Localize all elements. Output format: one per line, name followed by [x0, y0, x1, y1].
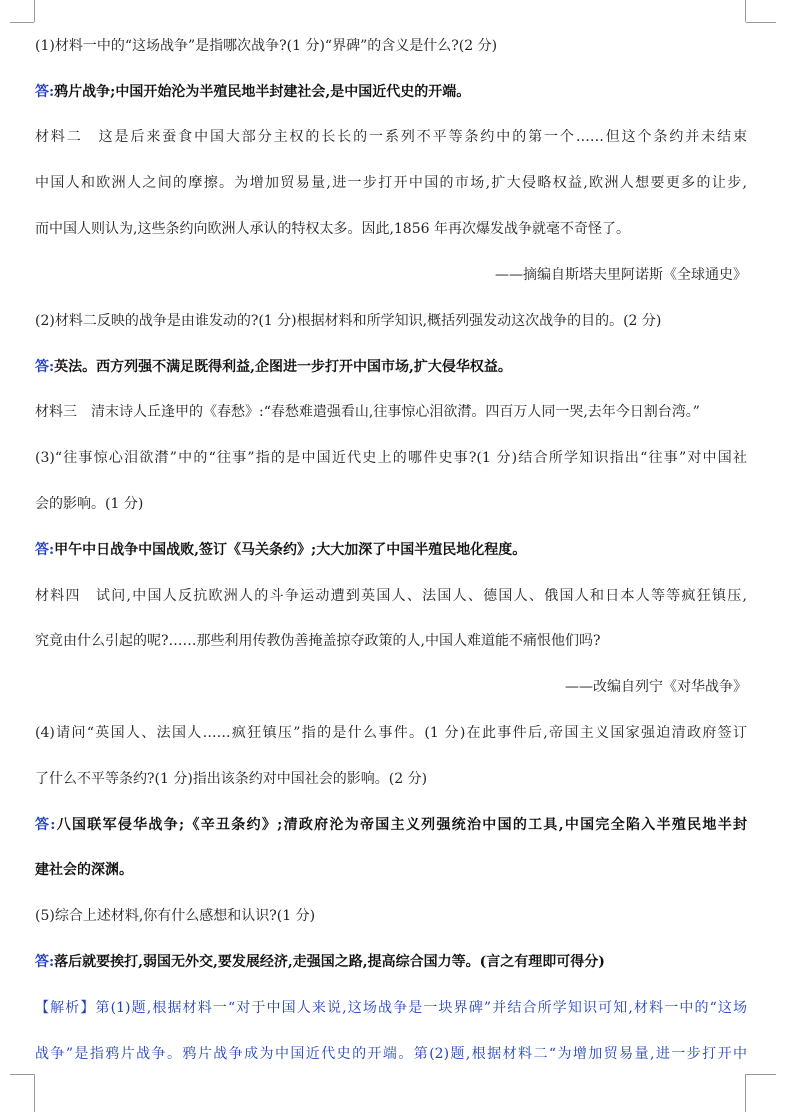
question-3-line-2: 会的影响。(1 分)	[35, 496, 144, 512]
crop-mark-bottom-right-h	[746, 1074, 776, 1075]
crop-mark-top-left	[34, 0, 35, 22]
crop-mark-top-right-h	[746, 22, 776, 23]
material-3: 材料三 清末诗人丘逢甲的《春愁》:“春愁难遣强看山,往事惊心泪欲潸。四百万人同一哭,去年今日割台湾。”	[35, 404, 700, 420]
material-4-line-1: 材料四 试问,中国人反抗欧洲人的斗争运动遭到英国人、法国人、德国人、俄国人和日本人等等疯狂镇压,	[35, 588, 747, 604]
question-2: (2)材料二反映的战争是由谁发动的?(1 分)根据材料和所学知识,概括列强发动这次战争的目的。(2 分)	[35, 313, 662, 329]
explanation-line-1	[35, 998, 747, 1018]
material-4-line-2: 究竟由什么引起的呢?……那些利用传教伪善掩盖掠夺政策的人,中国人难道能不痛恨他们吗?	[35, 633, 601, 649]
answer-1	[35, 82, 747, 102]
crop-mark-top-right	[745, 0, 746, 22]
explanation-label: 【解析】	[35, 1000, 96, 1016]
question-3-line-1: (3)“往事惊心泪欲潸”中的“往事”指的是中国近代史上的哪件史事?(1 分)结合所学知识指出“往事”对中国社	[35, 450, 747, 466]
answer-5	[35, 952, 747, 972]
material-2-line-3: 而中国人则认为,这些条约向欧洲人承认的特权太多。因此,1856 年再次爆发战争就毫不奇怪了。	[35, 221, 630, 237]
crop-mark-bottom-left-h	[10, 1074, 34, 1075]
answer-4-line-2: 建社会的深渊。	[35, 862, 133, 878]
answer-4-line-1	[35, 815, 747, 835]
explanation-text-1: 第(1)题,根据材料一“对于中国人来说,这场战争是一块界碑”并结合所学知识可知,材料一中的“这场	[95, 1000, 747, 1016]
material-2-source: ——摘编自斯塔夫里阿诺斯《全球通史》	[495, 267, 747, 283]
answer-5-text: 落后就要挨打,弱国无外交,要发展经济,走强国之路,提高综合国力等。(言之有理即可得分)	[54, 954, 605, 970]
answer-4-text: 八国联军侵华战争;《辛丑条约》;清政府沦为帝国主义列强统治中国的工具,中国完全陷入半殖民地半封	[55, 817, 747, 833]
answer-label: 答:	[35, 84, 55, 100]
answer-2	[35, 357, 747, 377]
crop-mark-top-left-h	[10, 22, 34, 23]
explanation-line-2: 战争”是指鸦片战争。鸦片战争成为中国近代史的开端。第(2)题,根据材料二“为增加贸易量,进一步打开中	[35, 1046, 747, 1062]
material-2-line-1: 材料二 这是后来蚕食中国大部分主权的长长的一系列不平等条约中的第一个……但这个条约并未结束	[35, 129, 747, 145]
answer-2-text: 英法。西方列强不满足既得利益,企图进一步打开中国市场,扩大侵华权益。	[54, 359, 512, 375]
material-4-source: ——改编自列宁《对华战争》	[565, 679, 747, 695]
material-2-line-2: 中国人和欧洲人之间的摩擦。为增加贸易量,进一步打开中国的市场,扩大侵略权益,欧洲人想要更多的让步,	[35, 175, 747, 191]
crop-mark-bottom-left	[34, 1074, 35, 1112]
question-1: (1)材料一中的“这场战争”是指哪次战争?(1 分)“界碑”的含义是什么?(2 分)	[35, 38, 498, 54]
question-4-line-2: 了什么不平等条约?(1 分)指出该条约对中国社会的影响。(2 分)	[35, 771, 428, 787]
answer-label: 答:	[35, 359, 55, 375]
answer-label: 答:	[35, 954, 55, 970]
crop-mark-bottom-right	[745, 1074, 746, 1112]
question-4-line-1: (4)请问“英国人、法国人……疯狂镇压”指的是什么事件。(1 分)在此事件后,帝国主义国家强迫清政府签订	[35, 725, 747, 741]
answer-1-text: 鸦片战争;中国开始沦为半殖民地半封建社会,是中国近代史的开端。	[54, 84, 471, 100]
answer-label: 答:	[35, 542, 55, 558]
answer-label: 答:	[35, 817, 56, 833]
answer-3	[35, 540, 747, 560]
answer-3-text: 甲午中日战争中国战败,签订《马关条约》;大大加深了中国半殖民地化程度。	[54, 542, 527, 558]
question-5: (5)综合上述材料,你有什么感想和认识?(1 分)	[35, 908, 316, 924]
